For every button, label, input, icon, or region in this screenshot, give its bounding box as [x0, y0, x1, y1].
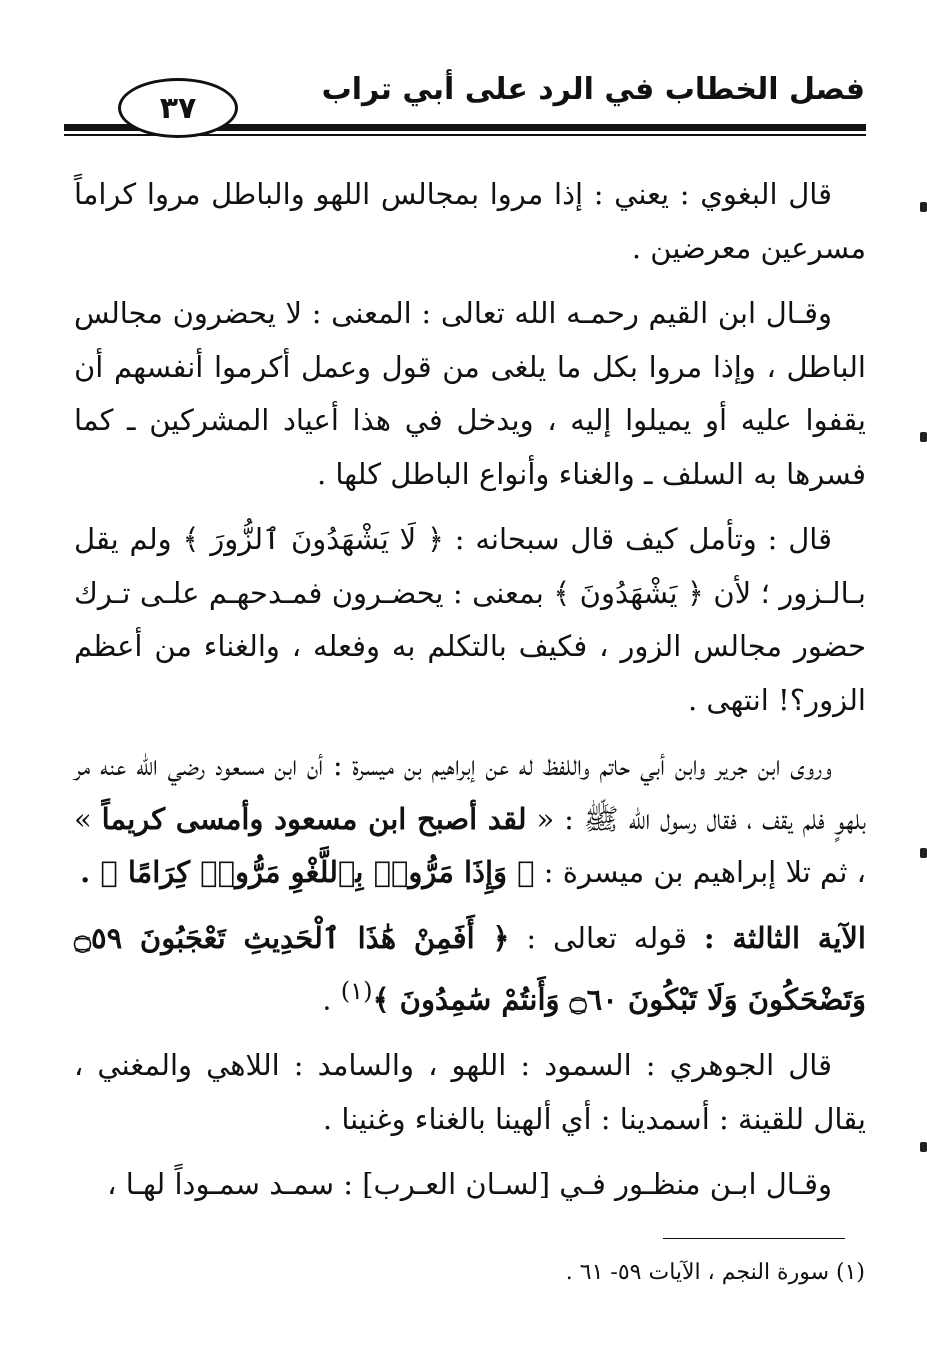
- scan-mark: [920, 1142, 927, 1152]
- scan-mark: [920, 202, 927, 212]
- body-text: [74, 168, 866, 1224]
- hadith-open-quote: «: [536, 801, 555, 836]
- page-number: ٣٧: [159, 90, 197, 126]
- scan-mark: [920, 848, 927, 858]
- paragraph-ibn-qayyim: وقـال ابن القيم رحمـه الله تعالى : المعنى : لا يحضرون مجالس الباطل ، وإذا مروا بكل ما يلغى من قول وعمل أكرموا أنفسهم أن يقفوا عليه أو يميلوا إليه ، ويدخل في هذا أعياد المشركين ـ كما فسرها به السلف ـ والغناء وأنواع الباطل كلها .: [74, 296, 866, 491]
- third-verse-end: .: [322, 982, 341, 1017]
- paragraph-ibn-manzur: وقـال ابـن منظـور فـي [لسـان العـرب] : سمـد سمـوداً لهـا ،: [107, 1167, 832, 1202]
- footnote-rule: [663, 1238, 845, 1239]
- scan-mark: [920, 432, 927, 442]
- paragraph-tadabbur: قال : وتأمل كيف قال سبحانه : ﴿ لَا يَشْهَدُونَ ٱلزُّورَ ﴾ ولم يقل بـالـزور ؛ لأن ﴿ يَشْهَدُونَ ﴾ بمعنى : يحضـرون فمـدحهـم علـى تـرك حضور مجالس الزور ، فكيف بالتكلم به وفعله ، والغناء من أعظم الزور؟! انتهى .: [74, 522, 866, 717]
- quran-verse-furqan: ﴿ وَإِذَا مَرُّوا۟ بِٱللَّغْوِ مَرُّوا۟ كِرَامًا ﴾ .: [80, 855, 535, 889]
- narration-text: وروى ابن جرير وابن أبي حاتم واللفظ له عن إبراهيم بن ميسرة : أن ابن مسعود رضي الله عنه مر بلهوٍ فلم يقف ، فقال رسول الله ﷺ :: [74, 748, 867, 836]
- hadith-close-quote: » ، ثم تلا إبراهيم بن ميسرة :: [74, 801, 866, 889]
- footnote-ref: (١): [340, 977, 373, 1005]
- page-number-oval: [118, 78, 238, 138]
- paragraph-third-verse: [74, 912, 866, 1028]
- running-header-title: فصل الخطاب في الرد على أبي تراب: [321, 72, 865, 107]
- third-verse-heading: الآية الثالثة :: [703, 920, 866, 955]
- paragraph-baghawi: قال البغوي : يعني : إذا مروا بمجالس اللهو والباطل مروا كراماً مسرعين معرضين .: [74, 177, 866, 265]
- hadith-text: لقد أصبح ابن مسعود وأمسى كريماً: [101, 801, 527, 836]
- third-verse-intro: قوله تعالى :: [526, 920, 688, 955]
- footnote: (١) سورة النجم ، الآيات ٥٩- ٦١ .: [565, 1260, 865, 1285]
- paragraph-ibn-jarir: [74, 739, 866, 900]
- paragraph-jawhari: قال الجوهري : السمود : اللهو ، والسامد : اللاهي والمغني ، يقال للقينة : أسمدينا : أي ألهينا بالغناء وغنينا .: [74, 1048, 866, 1136]
- quran-verse-najm: ﴿ أَفَمِنْ هَٰذَا ٱلْحَدِيثِ تَعْجَبُونَ ۝٥٩ وَتَضْحَكُونَ وَلَا تَبْكُونَ ۝٦٠ وَأَنتُمْ سَٰمِدُونَ ﴾: [74, 920, 866, 1017]
